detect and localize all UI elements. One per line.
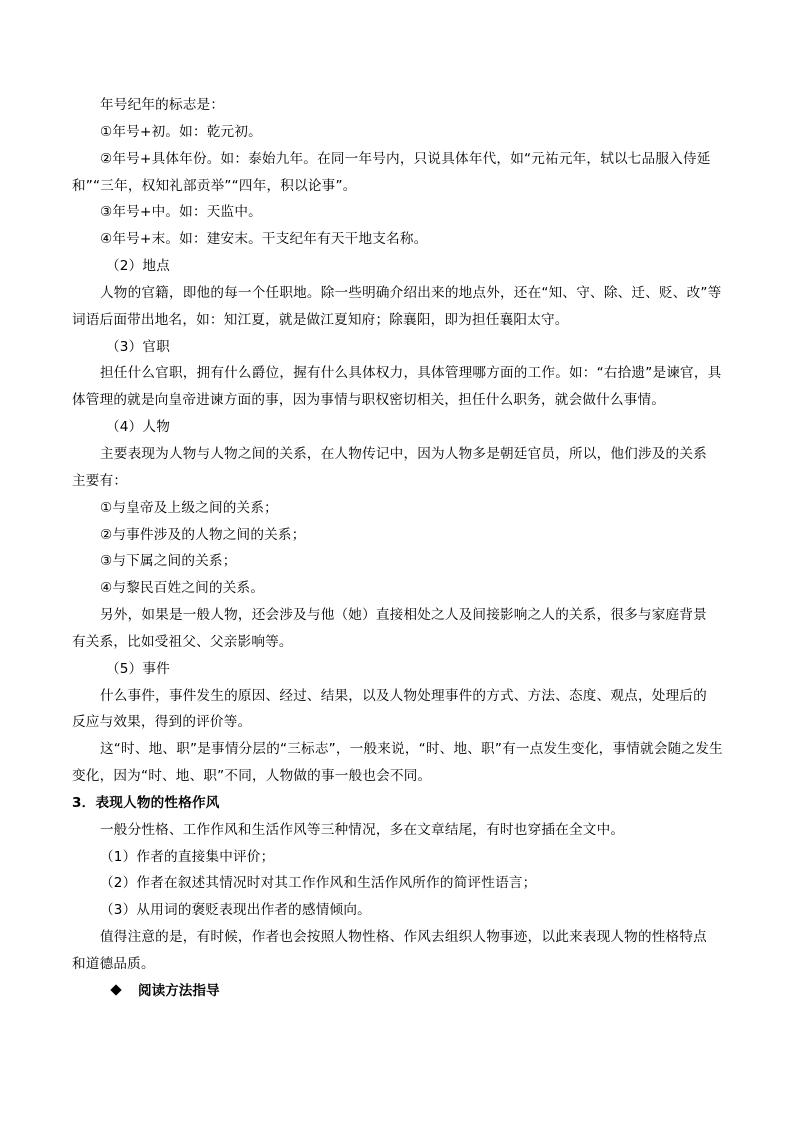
text-line: ④年号+末。如：建安末。干支纪年有天干地支名称。 [100, 231, 428, 248]
subheading-people: （4）人物 [106, 419, 171, 436]
text-line: 什么事件，事件发生的原因、经过、结果，以及人物处理事件的方式、方法、态度、观点，处理后的 [100, 687, 707, 704]
subheading-office: （3）官职 [106, 338, 171, 355]
list-item: ③与下属之间的关系； [100, 553, 237, 570]
diamond-bullet-icon [110, 984, 121, 995]
document-body [72, 92, 723, 1005]
text-line: ①年号+初。如：乾元初。 [100, 123, 262, 140]
section-heading-reading-method [100, 978, 717, 1005]
text-line: 年号纪年的标志是： [100, 97, 225, 113]
text-line: 主要表现为人物与人物之间的关系，在人物传记中，因为人物多是朝廷官员，所以，他们涉及的关系 [100, 445, 707, 462]
subheading-location: （2）地点 [106, 258, 171, 275]
text-line: 反应与效果，得到的评价等。 [72, 714, 252, 731]
list-item: （3）从用词的褒贬表现出作者的感情倾向。 [100, 902, 371, 919]
list-item: （1）作者的直接集中评价； [100, 848, 275, 865]
section-heading-label: 阅读方法指导 [138, 982, 220, 999]
subheading-events: （5）事件 [106, 660, 171, 677]
text-line: 担任什么官职，拥有什么爵位，握有什么具体权力，具体管理哪方面的工作。如：“右拾遗”是谏官，具 [100, 365, 722, 382]
text-line: 变化，因为“时、地、职”不同，人物做的事一般也会不同。 [72, 768, 432, 785]
text-line: ②年号+具体年份。如：泰始九年。在同一年号内，只说具体年代，如“元祐元年，轼以七品服入侍延 [100, 150, 711, 167]
text-line: 值得注意的是，有时候，作者也会按照人物性格、作风去组织人物事迹，以此来表现人物的性格特点 [100, 929, 707, 946]
text-line: 主要有： [72, 472, 128, 489]
text-line: 一般分性格、工作作风和生活作风等三种情况，多在文章结尾，有时也穿插在全文中。 [100, 821, 625, 838]
text-line: 这“时、地、职”是事情分层的“三标志”，一般来说，“时、地、职”有一点发生变化，事情就会随之发生 [100, 741, 723, 758]
text-line: 人物的官籍，即他的每一个任职地。除一些明确介绍出来的地点外，还在“知、守、除、迁、贬、改”等 [100, 284, 722, 301]
list-item: ④与黎民百姓之间的关系。 [100, 580, 265, 597]
list-item: （2）作者在叙述其情况时对其工作作风和生活作风所作的简评性语言； [100, 875, 537, 892]
text-line: 词语后面带出地名，如：知江夏，就是做江夏知府；除襄阳，即为担任襄阳太守。 [72, 311, 569, 328]
text-line: ③年号+中。如：天监中。 [100, 204, 262, 221]
text-line: 和道德品质。 [72, 956, 155, 972]
list-item: ①与皇帝及上级之间的关系； [100, 499, 278, 516]
section-heading-character: 3．表现人物的性格作风 [72, 794, 220, 811]
text-line: 和”“三年，权知礼部贡举”“四年，积以论事”。 [72, 177, 357, 194]
list-item: ②与事件涉及的人物之间的关系； [100, 526, 306, 543]
text-line: 有关系，比如受祖父、父亲影响等。 [72, 633, 293, 650]
text-line: 另外，如果是一般人物，还会涉及与他（她）直接相处之人及间接影响之人的关系，很多与家庭背景 [100, 607, 707, 624]
text-line: 体管理的就是向皇帝进谏方面的事，因为事情与职权密切相关，担任什么职务，就会做什么事情。 [72, 392, 666, 409]
